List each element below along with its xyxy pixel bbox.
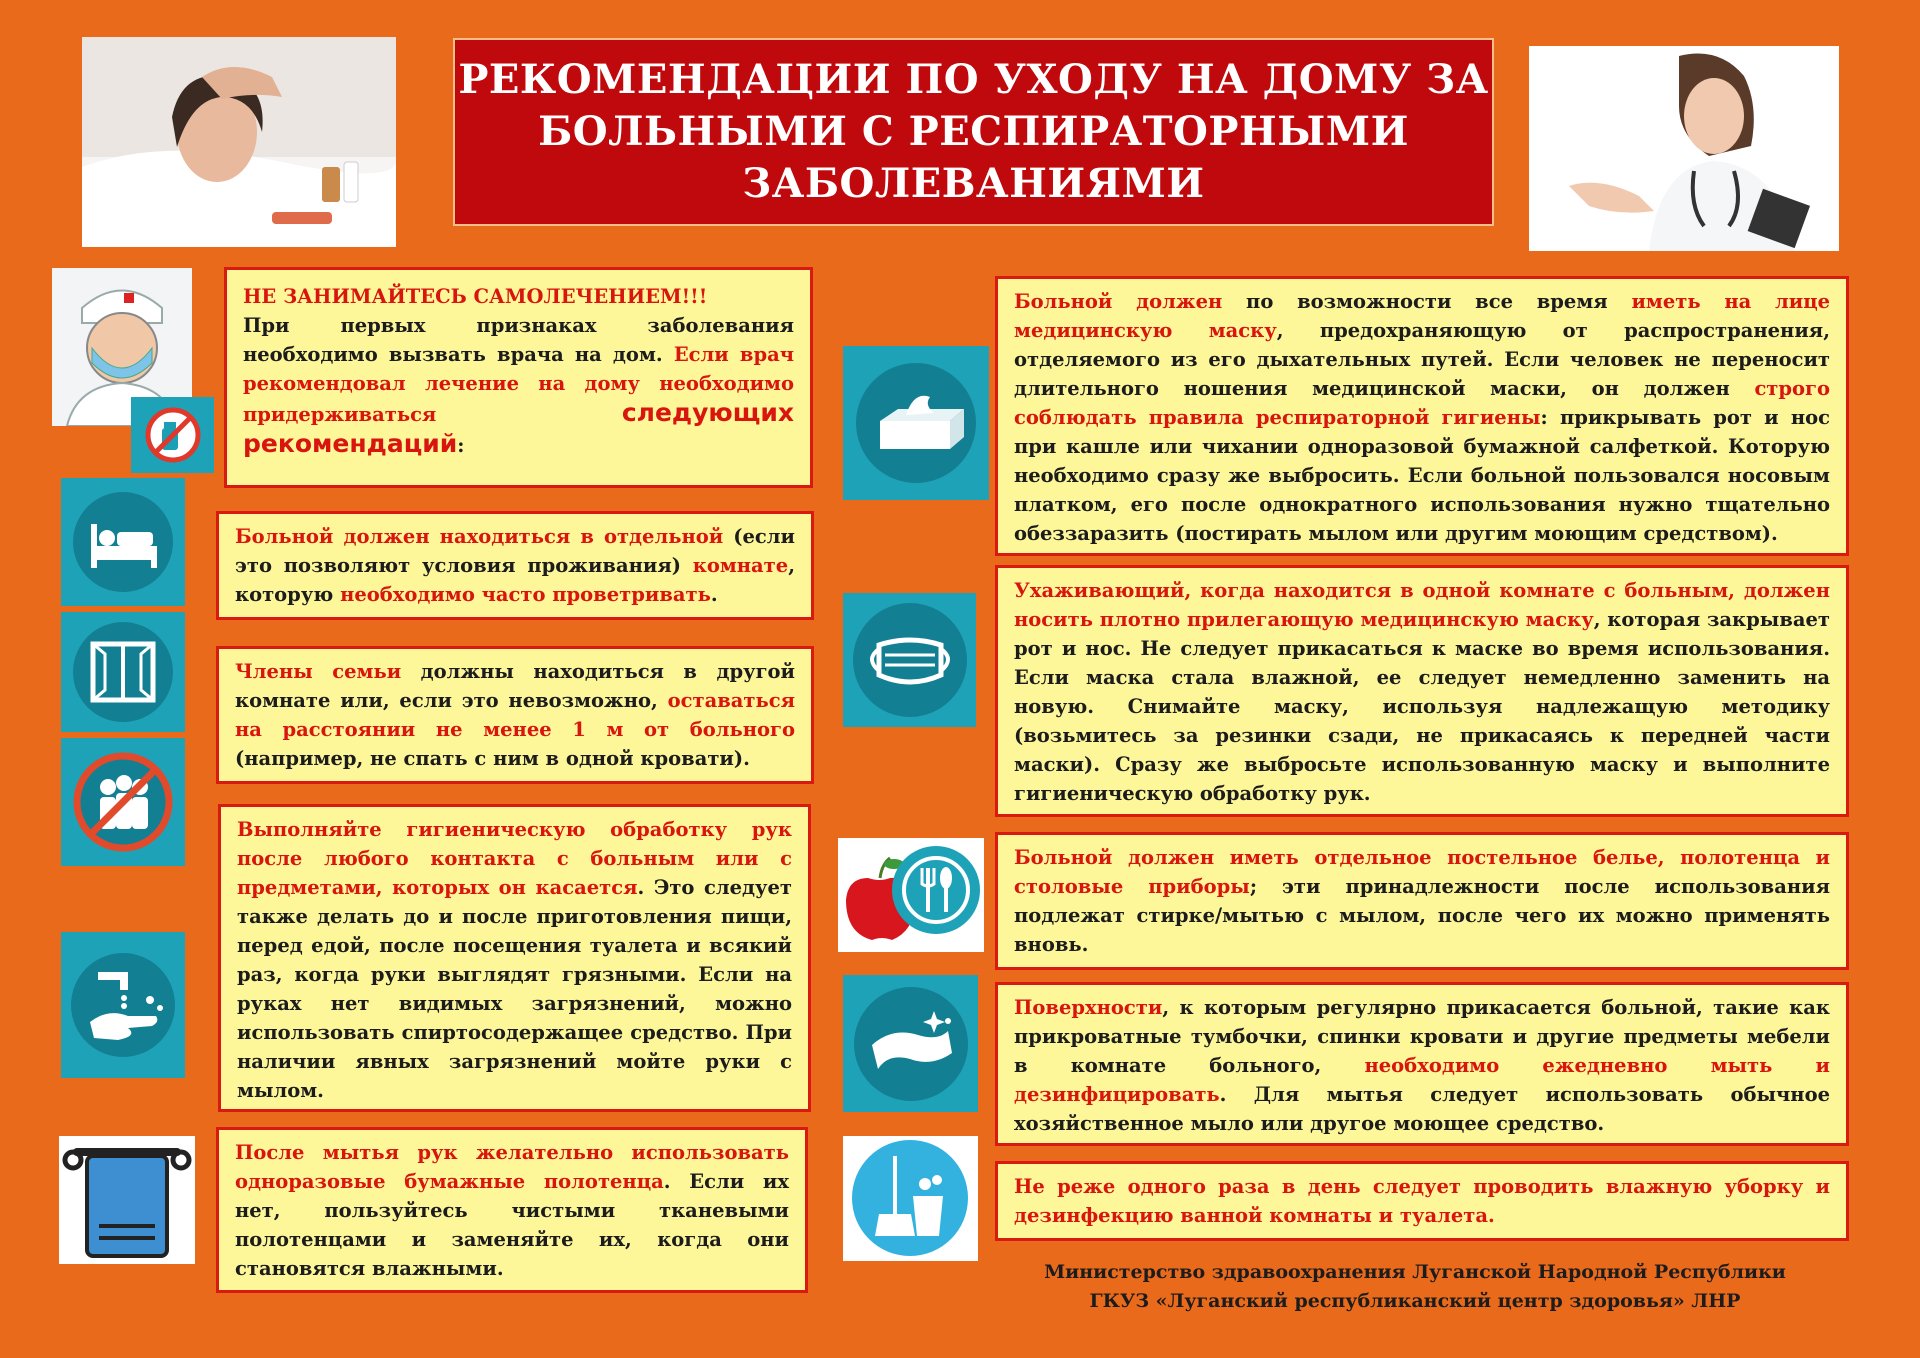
no-medicine-icon <box>131 397 214 473</box>
room-box <box>216 511 814 620</box>
intro-heading: НЕ ЗАНИМАЙТЕСЬ САМОЛЕЧЕНИЕМ!!! <box>243 285 708 308</box>
surfaces-red-2: необходимо ежедневно мыть и дезинфицировать <box>1014 1054 1830 1106</box>
family-text-2: (например, не спать с ним в одной кровати). <box>235 747 750 770</box>
surface-wipe-icon <box>843 975 978 1112</box>
mask-patient-text-3: : прикрывать рот и нос при кашле или чихании одноразовой бумажной салфеткой. Которую необходимо сразу же выбросить. Если больной пользовался носовым платком, его после однократного использования нужно тщательно обеззаразить (постирать мылом или другим моющим средством). <box>1014 406 1830 545</box>
surfaces-text-1: , к которым регулярно прикасается больной, такие как прикроватные тумбочки, спинки кровати и другие предметы мебели в комнате больного, <box>1014 996 1830 1077</box>
room-red-2: комнате <box>692 554 789 577</box>
room-text-3: . <box>710 583 718 606</box>
family-red-2: оставаться на расстоянии не менее 1 м от больного <box>235 689 795 741</box>
hands-text-1: . Это следует также делать до и после приготовления пищи, перед едой, после посещения туалета и всякий раз, когда руки выглядят грязными. Если на руках нет видимых загрязнений, можно использовать спиртосодержащее средство. При наличии явных загрязнений мойте руки с мылом. <box>237 876 792 1102</box>
cutlery-icon <box>892 846 980 934</box>
tissue-box-icon <box>843 346 989 500</box>
family-box <box>216 646 814 784</box>
linen-box <box>995 832 1849 970</box>
towels-red-1: После мытья рук желательно использовать одноразовые бумажные полотенца <box>235 1141 789 1193</box>
footer-credits <box>1000 1258 1830 1316</box>
title-line-1: РЕКОМЕНДАЦИИ ПО УХОДУ НА ДОМУ ЗА <box>458 56 1489 103</box>
hand-washing-icon <box>61 932 185 1078</box>
mask-patient-red-2: иметь на лице медицинскую маску <box>1014 290 1831 342</box>
sick-woman-photo <box>82 37 396 247</box>
surfaces-box <box>995 982 1849 1146</box>
footer-line-2: ГКУЗ «Луганский республиканский центр здоровья» ЛНР <box>1089 1290 1741 1312</box>
linen-text-1: ; эти принадлежности после использования подлежат стирке/мытью с мылом, после чего их можно применять вновь. <box>1014 875 1831 956</box>
mask-patient-text-1: по возможности все время <box>1246 290 1608 313</box>
mask-patient-red-1: Больной должен <box>1014 290 1223 313</box>
room-text-1: (если это позволяют условия проживания) <box>235 525 795 577</box>
family-red-1: Члены семьи <box>235 660 402 683</box>
cleaning-box <box>995 1161 1849 1241</box>
hands-box <box>218 804 811 1112</box>
cleaning-supplies-icon <box>843 1136 978 1261</box>
family-text-1: должны находиться в другой комнате или, если это невозможно, <box>235 660 795 712</box>
mask-carer-text-1: , которая закрывает рот и нос. Не следует прикасаться к маске во время использования. Если маска стала влажной, ее следует немедленно заменить на новую. Снимайте маску, используя надлежащую методику (возьмитесь за резинки сзади, не прикасаясь к передней части маски). Сразу же выбросьте использованную маску и выполните гигиеническую обработку рук. <box>1014 608 1830 805</box>
footer-line-1: Министерство здравоохранения Луганской Народной Республики <box>1044 1261 1786 1283</box>
window-icon <box>61 612 185 732</box>
no-crowd-icon <box>61 738 185 866</box>
intro-text: При первых признаках заболевания необходимо вызвать врача на дом. <box>243 314 794 366</box>
room-text-2: , которую <box>235 554 795 606</box>
towels-text-1: . Если их нет, пользуйтесь чистыми тканевыми полотенцами и заменяйте их, когда они становятся влажными. <box>235 1170 789 1280</box>
cleaning-red-1: Не реже одного раза в день следует проводить влажную уборку и дезинфекцию ванной комнаты и туалета. <box>1014 1175 1830 1227</box>
surfaces-text-2: . Для мытья следует использовать обычное хозяйственное мыло или другое моющее средство. <box>1014 1083 1830 1135</box>
towels-box <box>216 1127 808 1293</box>
linen-red-1: Больной должен иметь отдельное постельное белье, полотенца и столовые приборы <box>1014 846 1830 898</box>
mask-patient-text-2: , предохраняющую от распространения, отделяемого из его дыхательных путей. Если человек не переносит длительного ношения медицинской маски, он должен <box>1014 319 1830 400</box>
mask-patient-box <box>995 276 1849 556</box>
mask-patient-red-3: строго соблюдать правила респираторной гигиены <box>1014 377 1830 429</box>
mask-carer-box <box>995 565 1849 817</box>
poster-title <box>453 38 1494 226</box>
doctor-photo <box>1529 46 1839 251</box>
intro-colon: : <box>457 434 465 457</box>
bed-icon <box>61 478 185 606</box>
hands-red-1: Выполняйте гигиеническую обработку рук после любого контакта с больным или с предметами, которых он касается <box>237 818 792 899</box>
mask-carer-red-1: Ухаживающий, когда находится в одной комнате с больным, должен носить плотно прилегающую медицинскую маску <box>1014 579 1830 631</box>
face-mask-icon <box>843 593 976 727</box>
title-line-3: ЗАБОЛЕВАНИЯМИ <box>742 160 1205 207</box>
apple-icon <box>838 838 984 952</box>
surfaces-red-1: Поверхности <box>1014 996 1163 1019</box>
towel-icon <box>59 1136 195 1264</box>
room-red-3: необходимо часто проветривать <box>340 583 711 606</box>
intro-box <box>224 267 813 488</box>
room-red-1: Больной должен находиться в отдельной <box>235 525 724 548</box>
title-line-2: БОЛЬНЫМИ С РЕСПИРАТОРНЫМИ <box>538 108 1409 155</box>
intro-red-big: следующих рекомендаций <box>243 398 794 458</box>
intro-red-text: Если врач рекомендовал лечение на дому необходимо придерживаться <box>243 343 794 426</box>
